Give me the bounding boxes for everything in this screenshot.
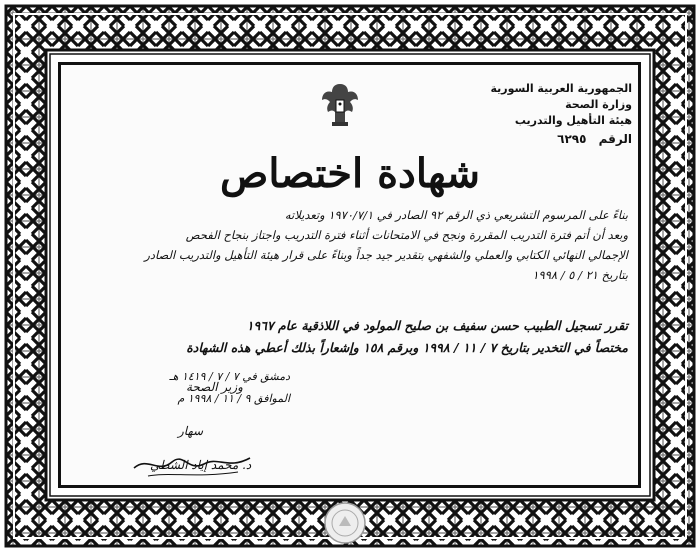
date-hijri: دمشق في ٧ / ٧ / ١٤١٩ هـ bbox=[169, 370, 290, 383]
minister-name: د. محمد إياد الشطي bbox=[150, 458, 252, 472]
grant-line-2: مختصاً في التخدير بتاريخ ٧ / ١١ / ١٩٩٨ وبرقم ١٥٨ وإشعاراً بذلك أعطي هذه الشهادة bbox=[186, 340, 628, 355]
header-commission: هيئة التأهيل والتدريب bbox=[514, 114, 632, 127]
minister-title: وزير الصحة bbox=[186, 380, 243, 394]
eagle-emblem-icon bbox=[320, 78, 360, 128]
reference-row bbox=[557, 132, 632, 146]
date-gregorian: الموافق ٩ / ١١ / ١٩٩٨ م bbox=[177, 392, 290, 405]
certificate-title: شهادة اختصاص bbox=[220, 150, 480, 197]
signature-label: سهار bbox=[178, 424, 204, 438]
grant-line-1: تقرر تسجيل الطبيب حسن سفيف بن صليح المولود في اللاذقية عام ١٩٦٧ bbox=[246, 318, 628, 333]
reference-label: الرقم bbox=[598, 132, 632, 146]
header-republic: الجمهورية العربية السورية bbox=[490, 82, 632, 95]
body-line-3: الإجمالي النهائي الكتابي والعملي والشفهي بتقدير جيد جداً وبناءً على قرار هيئة التأهيل والتدريب الصادر bbox=[144, 248, 628, 262]
body-line-1: بناءً على المرسوم التشريعي ذي الرقم ٩٢ الصادر في ١٩٧٠/٧/١ وتعديلاته bbox=[284, 208, 628, 222]
body-line-4: بتاريخ ٢١ / ٥ / ١٩٩٨ bbox=[532, 268, 628, 282]
body-line-2: وبعد أن أتم فترة التدريب المقررة ونجح في الامتحانات أثناء فترة التدريب واجتاز بنجاح الفحص bbox=[185, 228, 628, 242]
reference-number: ٦٢٩٥ bbox=[557, 132, 587, 146]
header-ministry: وزارة الصحة bbox=[565, 98, 632, 111]
ministry-seal-icon bbox=[322, 500, 368, 546]
